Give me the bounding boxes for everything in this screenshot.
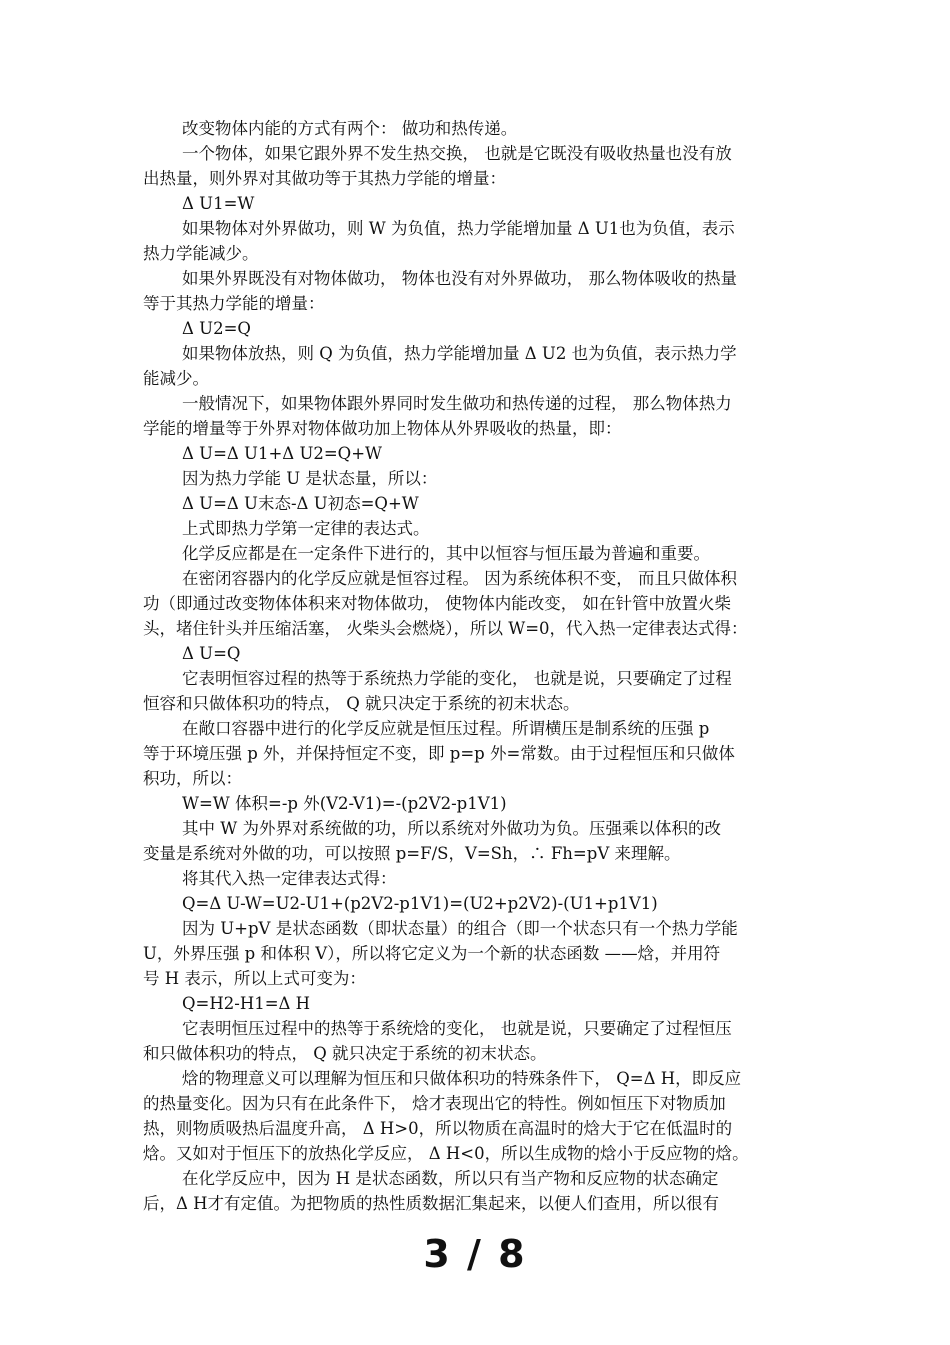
equation-line: Δ U=Δ U末态-Δ U初态=Q+W xyxy=(182,494,419,513)
text-line: 如果物体放热，则 Q 为负值，热力学能增加量 Δ U2 也为负值，表示热力学 xyxy=(182,344,737,363)
text-line: 因为 U+pV 是状态函数（即状态量）的组合（即一个状态只有一个热力学能 xyxy=(182,919,738,938)
text-line: 出热量，则外界对其做功等于其热力学能的增量： xyxy=(143,169,506,188)
text-line: 号 H 表示，所以上式可变为： xyxy=(143,969,366,988)
text-line: 功（即通过改变物体体积来对物体做功， 使物体内能改变， 如在针管中放置火柴 xyxy=(143,594,731,613)
text-line: 在化学反应中，因为 H 是状态函数，所以只有当产物和反应物的状态确定 xyxy=(182,1169,719,1188)
text-line: 热力学能减少。 xyxy=(143,244,259,263)
text-line: 其中 W 为外界对系统做的功，所以系统对外做功为负。压强乘以体积的改 xyxy=(182,819,721,838)
equation-line: Δ U=Δ U1+Δ U2=Q+W xyxy=(182,444,382,463)
text-line: 焓的物理意义可以理解为恒压和只做体积功的特殊条件下， Q=Δ H，即反应 xyxy=(182,1069,742,1088)
body-text xyxy=(143,116,813,1216)
text-line: 热，则物质吸热后温度升高， Δ H>0，所以物质在高温时的焓大于它在低温时的 xyxy=(143,1119,733,1138)
text-line: 恒容和只做体积功的特点， Q 就只决定于系统的初末状态。 xyxy=(143,694,580,713)
equation-line: W=W 体积=-p 外(V2-V1)=-(p2V2-p1V1) xyxy=(182,794,507,813)
equation-line: Q=Δ U-W=U2-U1+(p2V2-p1V1)=(U2+p2V2)-(U1+p1V1) xyxy=(182,894,658,913)
text-line: 焓。又如对于恒压下的放热化学反应， Δ H<0，所以生成物的焓小于反应物的焓。 xyxy=(143,1144,749,1163)
text-line: 在密闭容器内的化学反应就是恒容过程。 因为系统体积不变， 而且只做体积 xyxy=(182,569,737,588)
text-line: 和只做体积功的特点， Q 就只决定于系统的初末状态。 xyxy=(143,1044,547,1063)
text-line: 化学反应都是在一定条件下进行的，其中以恒容与恒压最为普遍和重要。 xyxy=(182,544,710,563)
equation-line: Δ U=Q xyxy=(182,644,241,663)
text-line: 一般情况下，如果物体跟外界同时发生做功和热传递的过程， 那么物体热力 xyxy=(182,394,732,413)
text-line: 的热量变化。因为只有在此条件下， 焓才表现出它的特性。例如恒压下对物质加 xyxy=(143,1094,726,1113)
text-line: 因为热力学能 U 是状态量，所以： xyxy=(182,469,438,488)
equation-line: Δ U2=Q xyxy=(182,319,251,338)
text-line: 如果物体对外界做功，则 W 为负值，热力学能增加量 Δ U1也为负值，表示 xyxy=(182,219,735,238)
text-line: 在敞口容器中进行的化学反应就是恒压过程。所谓横压是制系统的压强 p xyxy=(182,719,710,738)
equation-line: Q=H2-H1=Δ H xyxy=(182,994,311,1013)
text-line: 它表明恒压过程中的热等于系统焓的变化， 也就是说，只要确定了过程恒压 xyxy=(182,1019,732,1038)
text-line: 后，Δ H才有定值。为把物质的热性质数据汇集起来，以便人们查用，所以很有 xyxy=(143,1194,720,1213)
text-line: 能减少。 xyxy=(143,369,209,388)
equation-line: Δ U1=W xyxy=(182,194,255,213)
text-line: 一个物体，如果它跟外界不发生热交换， 也就是它既没有吸收热量也没有放 xyxy=(182,144,732,163)
text-line: 等于其热力学能的增量： xyxy=(143,294,325,313)
text-line: 上式即热力学第一定律的表达式。 xyxy=(182,519,430,538)
text-line: 头，堵住针头并压缩活塞， 火柴头会燃烧），所以 W=0，代入热一定律表达式得： xyxy=(143,619,748,638)
text-line: 积功，所以： xyxy=(143,769,242,788)
text-line: 如果外界既没有对物体做功， 物体也没有对外界做功， 那么物体吸收的热量 xyxy=(182,269,737,288)
text-line: U，外界压强 p 和体积 V），所以将它定义为一个新的状态函数 ——焓，并用符 xyxy=(143,944,721,963)
text-line: 变量是系统对外做的功，可以按照 p=F/S，V=Sh，∴ Fh=pV 来理解。 xyxy=(143,844,681,863)
text-line: 改变物体内能的方式有两个： 做功和热传递。 xyxy=(182,119,518,138)
page-number: 3 / 8 xyxy=(423,1232,527,1276)
text-line: 将其代入热一定律表达式得： xyxy=(182,869,397,888)
text-line: 它表明恒容过程的热等于系统热力学能的变化， 也就是说，只要确定了过程 xyxy=(182,669,732,688)
text-line: 学能的增量等于外界对物体做功加上物体从外界吸收的热量，即： xyxy=(143,419,622,438)
text-line: 等于环境压强 p 外，并保持恒定不变，即 p=p 外=常数。由于过程恒压和只做体 xyxy=(143,744,735,763)
